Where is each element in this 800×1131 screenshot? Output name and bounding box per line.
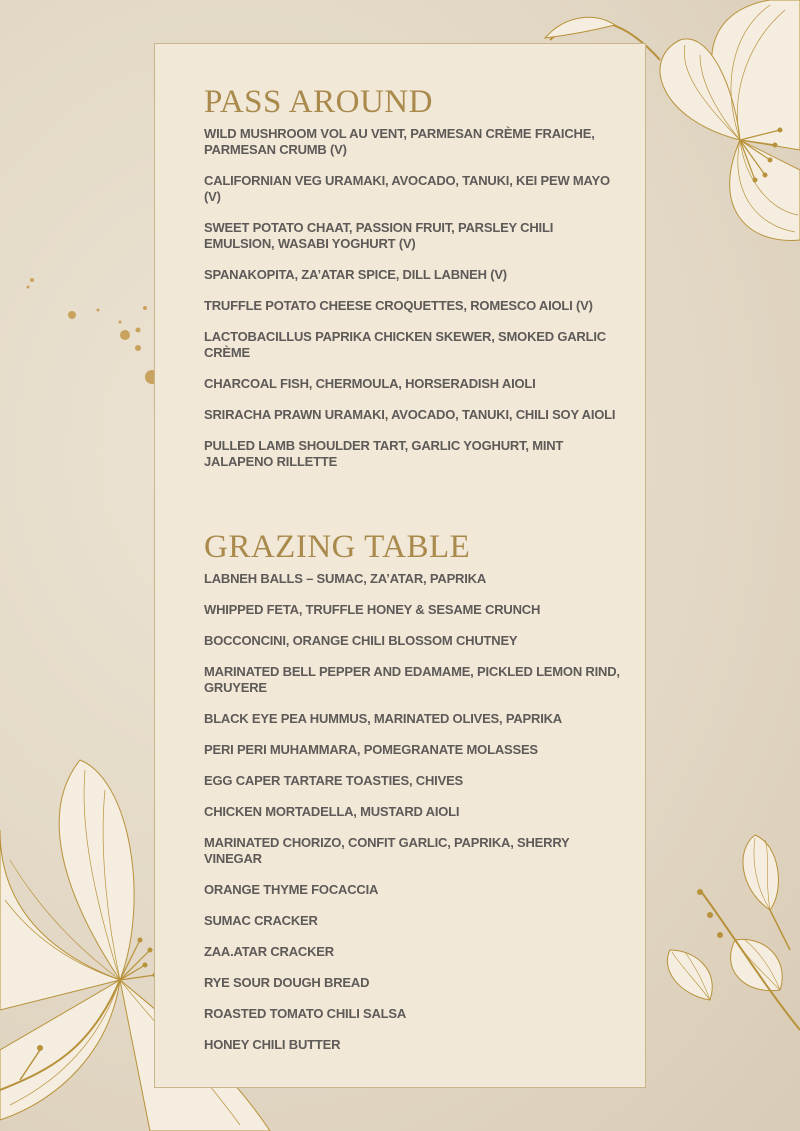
menu-item: BOCCONCINI, ORANGE CHILI BLOSSOM CHUTNEY [204, 633, 518, 648]
flower-bottom-right-decoration [640, 820, 800, 1040]
menu-item: WHIPPED FETA, TRUFFLE HONEY & SESAME CRUNCH [204, 602, 541, 617]
menu-item: SWEET POTATO CHAAT, PASSION FRUIT, PARSLEY CHILI EMULSION, WASABI YOGHURT (V) [204, 220, 554, 251]
section-title: PASS AROUND [204, 84, 433, 120]
menu-item: LABNEH BALLS – SUMAC, ZA’ATAR, PAPRIKA [204, 571, 487, 586]
menu-item: SUMAC CRACKER [204, 913, 318, 928]
pass-around-section [204, 82, 624, 485]
menu-item: PERI PERI MUHAMMARA, POMEGRANATE MOLASSES [204, 742, 538, 757]
menu-item: WILD MUSHROOM VOL AU VENT, PARMESAN CRÈME FRAICHE, PARMESAN CRUMB (V) [204, 126, 595, 157]
menu-item: SRIRACHA PRAWN URAMAKI, AVOCADO, TANUKI, CHILI SOY AIOLI [204, 407, 616, 422]
menu-item: BLACK EYE PEA HUMMUS, MARINATED OLIVES, PAPRIKA [204, 711, 562, 726]
menu-item: ZAA.ATAR CRACKER [204, 944, 334, 959]
menu-item: CALIFORNIAN VEG URAMAKI, AVOCADO, TANUKI, KEI PEW MAYO (V) [204, 173, 610, 204]
menu-item: TRUFFLE POTATO CHEESE CROQUETTES, ROMESCO AIOLI (V) [204, 298, 593, 313]
menu-item: MARINATED CHORIZO, CONFIT GARLIC, PAPRIKA, SHERRY VINEGAR [204, 835, 570, 866]
menu-item: RYE SOUR DOUGH BREAD [204, 975, 370, 990]
menu-item: EGG CAPER TARTARE TOASTIES, CHIVES [204, 773, 464, 788]
menu-item: CHICKEN MORTADELLA, MUSTARD AIOLI [204, 804, 460, 819]
menu-item: CHARCOAL FISH, CHERMOULA, HORSERADISH AIOLI [204, 376, 536, 391]
menu-card [154, 43, 646, 1088]
menu-item: ROASTED TOMATO CHILI SALSA [204, 1006, 407, 1021]
section-title: GRAZING TABLE [204, 529, 471, 565]
menu-item: MARINATED BELL PEPPER AND EDAMAME, PICKLED LEMON RIND, GRUYERE [204, 664, 620, 695]
menu-item: HONEY CHILI BUTTER [204, 1037, 341, 1052]
menu-item-list [204, 571, 624, 1053]
grazing-table-section [204, 527, 624, 1068]
menu-item: SPANAKOPITA, ZA’ATAR SPICE, DILL LABNEH (V) [204, 267, 507, 282]
menu-item: PULLED LAMB SHOULDER TART, GARLIC YOGHURT, MINT JALAPENO RILLETTE [204, 438, 564, 469]
menu-item-list [204, 126, 624, 470]
menu-item: LACTOBACILLUS PAPRIKA CHICKEN SKEWER, SMOKED GARLIC CRÈME [204, 329, 606, 360]
menu-item: ORANGE THYME FOCACCIA [204, 882, 379, 897]
